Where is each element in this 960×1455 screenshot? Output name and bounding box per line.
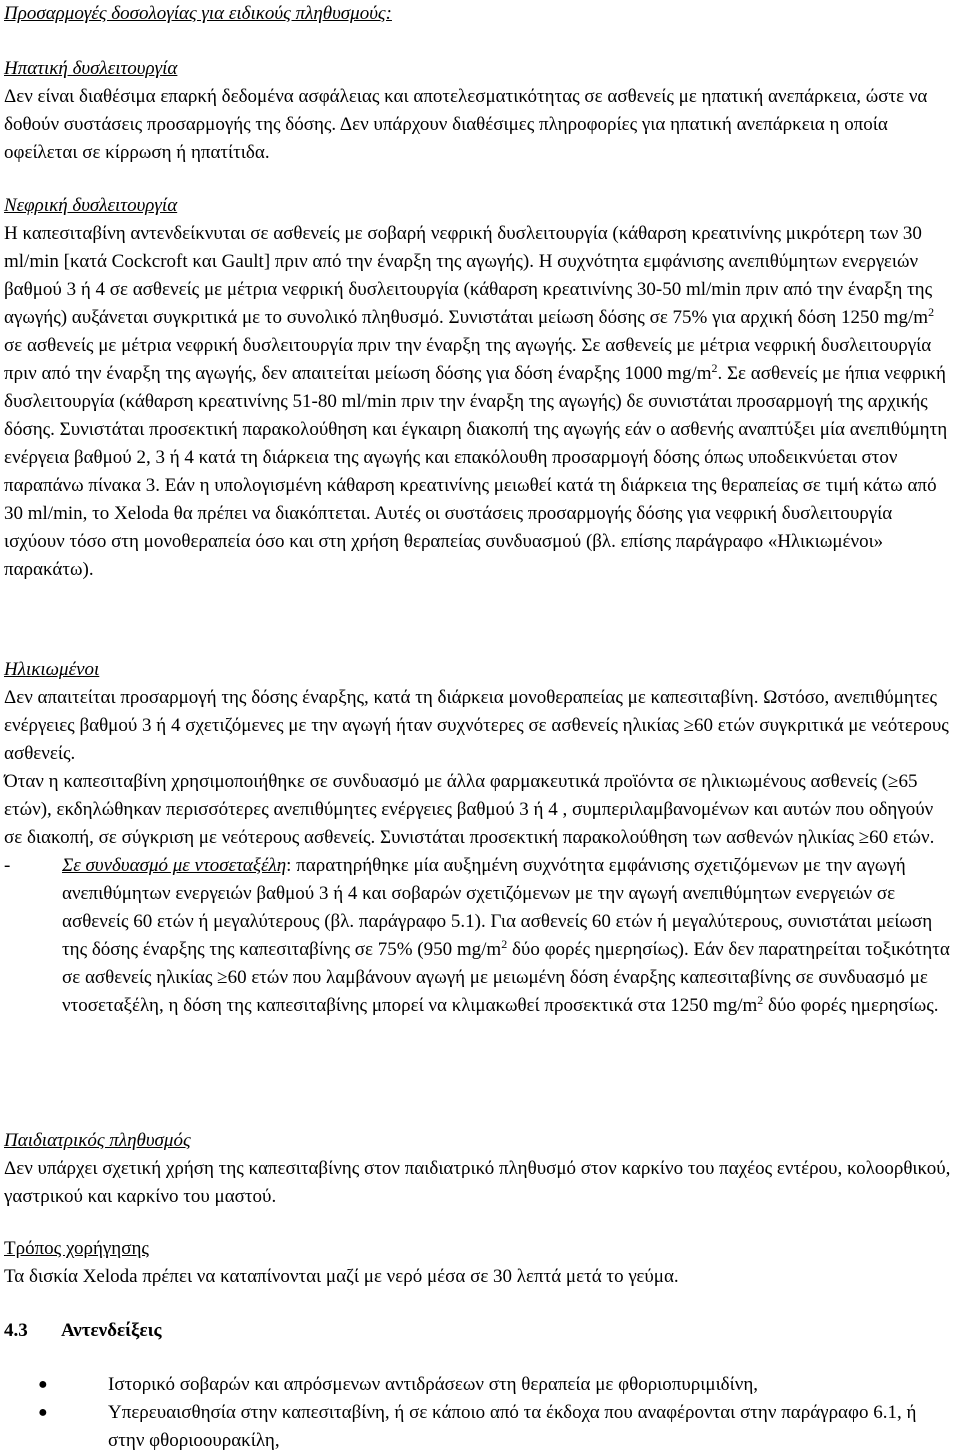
docetaxel-list-item [4, 852, 956, 1020]
docetaxel-text-part: δύο φορές ημερησίως. [763, 995, 939, 1016]
bullet-marker: ● [38, 1376, 48, 1393]
pediatric-heading: Παιδιατρικός πληθυσμός [4, 1130, 191, 1151]
renal-text [4, 220, 956, 584]
hepatic-heading: Ηπατική δυσλειτουργία [4, 58, 178, 79]
renal-heading: Νεφρική δυσλειτουργία [4, 195, 178, 216]
administration-heading: Τρόπος χορήγησης [4, 1238, 149, 1259]
elderly-heading: Ηλικιωμένοι [4, 659, 100, 680]
section-number: 4.3 [4, 1320, 28, 1341]
section-title-text: Αντενδείξεις [61, 1320, 162, 1341]
superscript: 2 [501, 937, 508, 951]
contraindications-list [4, 1371, 956, 1455]
dash-marker: - [4, 855, 11, 876]
section-heading [4, 1317, 956, 1345]
list-item-text: Υπερευαισθησία στην καπεσιταβίνη, ή σε κάποιο από τα έκδοχα που αναφέρονται στην παράγραφο 6.1, ή στην φθοριοουρακίλη, [108, 1402, 917, 1451]
renal-text-part: . Σε ασθενείς με ήπια νεφρική δυσλειτουργία (κάθαρση κρεατινίνης 51-80 ml/min πριν την έναρξη της αγωγής) δε συνιστάται προσαρμογή της αρχικής δόσης. Συνιστάται προσεκτική παρακολούθηση και έγκαιρη διακοπή της αγωγής εάν ο ασθενής αναπτύξει μία ανεπιθύμητη ενέργεια βαθμού 2, 3 ή 4 κατά τη διάρκεια της αγωγής και επακόλουθη προσαρμογή δόσης όπως υποδεικνύεται στον παραπάνω πίνακα 3. Εάν η υπολογισμένη κάθαρση κρεατινίνης μειωθεί κατά τη διάρκεια της θεραπείας σε τιμή κάτω από 30 ml/min, το Xeloda θα πρέπει να διακόπτεται. Αυτές οι συστάσεις προσαρμογής δόσης για νεφρική δυσλειτουργία ισχύουν τόσο στη μονοθεραπεία όσο και στη χρήση θεραπείας συνδυασμού (βλ. επίσης παράγραφο «Ηλικιωμένοι» παρακάτω). [4, 363, 948, 580]
renal-text-part: σε ασθενείς με μέτρια νεφρική δυσλειτουργία πριν την έναρξη της αγωγής. Σε ασθενείς με μέτρια νεφρική δυσλειτουργία πριν από την έναρξη της αγωγής, δεν απαιτείται μείωση δόσης για δόση έναρξης 1000 mg/m [4, 335, 932, 384]
elderly-text-2: Όταν η καπεσιταβίνη χρησιμοποιήθηκε σε συνδυασμό με άλλα φαρμακευτικά προϊόντα σε ηλικιωμένους ασθενείς (≥65 ετών), εκδηλώθηκαν περισσότερες ανεπιθύμητες ενέργειες βαθμού 3 ή 4 , συμπεριλαμβανομένων και αυτών που οδηγούν σε διακοπή, σε σύγκριση με νεότερους ασθενείς. Συνιστάται προσεκτική παρακολούθηση των ασθενών ηλικίας ≥60 ετών. [4, 771, 935, 848]
hepatic-section [4, 55, 956, 167]
elderly-section [4, 656, 956, 1020]
section-title: Προσαρμογές δοσολογίας για ειδικούς πληθυσμούς: [4, 3, 392, 24]
elderly-text-1: Δεν απαιτείται προσαρμογή της δόσης έναρξης, κατά τη διάρκεια μονοθεραπείας με καπεσιταβίνη. Ωστόσο, ανεπιθύμητες ενέργειες βαθμού 3 ή 4 σχετιζόμενες με την αγωγή ήταν συχνότερες σε ασθενείς ηλικίας ≥60 ετών συγκριτικά με νεότερους ασθενείς. [4, 687, 949, 764]
renal-text-part: Η καπεσιταβίνη αντενδείκνυται σε ασθενείς με σοβαρή νεφρική δυσλειτουργία (κάθαρση κρεατινίνης μικρότερη των 30 ml/min [κατά Cockcroft και Gault] πριν από την έναρξη της αγωγής). Η συχνότητα εμφάνισης ανεπιθύμητων ενεργειών βαθμού 3 ή 4 σε ασθενείς με μέτρια νεφρική δυσλειτουργία (κάθαρση κρεατινίνης 30-50 ml/min πριν από την έναρξη της αγωγής) αυξάνεται συγκριτικά με το συνολικό πληθυσμό. Συνιστάται μείωση δόσης σε 75% για αρχική δόση 1250 mg/m [4, 223, 933, 328]
docetaxel-text [62, 852, 956, 1020]
pediatric-section [4, 1127, 956, 1211]
administration-section [4, 1235, 956, 1291]
docetaxel-text-part: : παρατηρήθηκε μία αυξημένη συχνότητα εμφάνισης σχετιζόμενων με την αγωγή ανεπιθύμητων ενεργειών βαθμού 3 ή 4 και σοβαρών σχετιζόμενων με την αγωγή ανεπιθύμητων ενεργειών σε ασθενείς 60 ετών ή μεγαλύτερους (βλ. παράγραφο 5.1). Για ασθενείς 60 ετών ή μεγαλύτερους, συνιστάται μείωση της δόσης έναρξης της καπεσιταβίνης σε 75% (950 mg/m [62, 855, 933, 960]
hepatic-text: Δεν είναι διαθέσιμα επαρκή δεδομένα ασφάλειας και αποτελεσματικότητας σε ασθενείς με ηπατική ανεπάρκεια, ώστε να δοθούν συστάσεις προσαρμογής της δόσης. Δεν υπάρχουν διαθέσιμες πληροφορίες για ηπατική ανεπάρκεια η οποία οφείλεται σε κίρρωση ή ηπατίτιδα. [4, 86, 928, 163]
superscript: 2 [711, 361, 718, 375]
renal-section [4, 192, 956, 584]
list-item [4, 1399, 956, 1455]
docetaxel-label: Σε συνδυασμό με ντοσεταξέλη [62, 855, 287, 876]
docetaxel-text-part: δύο φορές ημερησίως). Εάν δεν παρατηρείται τοξικότητα σε ασθενείς ηλικίας ≥60 ετών που λαμβάνουν αγωγή με μειωμένη δόση έναρξης καπεσιταβίνης σε συνδυασμό με ντοσεταξέλη, η δόση της καπεσιταβίνης μπορεί να κλιμακωθεί προσεκτικά στα 1250 mg/m [62, 939, 950, 1016]
list-item-text: Ιστορικό σοβαρών και απρόσμενων αντιδράσεων στη θεραπεία με φθοριοπυριμιδίνη, [108, 1374, 759, 1395]
pediatric-text: Δεν υπάρχει σχετική χρήση της καπεσιταβίνης στον παιδιατρικό πληθυσμό στον καρκίνο του παχέος εντέρου, κολοορθικού, γαστρικού και καρκίνο του μαστού. [4, 1158, 951, 1207]
list-item [4, 1371, 956, 1399]
superscript: 2 [928, 305, 935, 319]
administration-text: Τα δισκία Xeloda πρέπει να καταπίνονται μαζί με νερό μέσα σε 30 λεπτά μετά το γεύμα. [4, 1266, 679, 1287]
bullet-marker: ● [38, 1404, 48, 1421]
superscript: 2 [757, 993, 764, 1007]
